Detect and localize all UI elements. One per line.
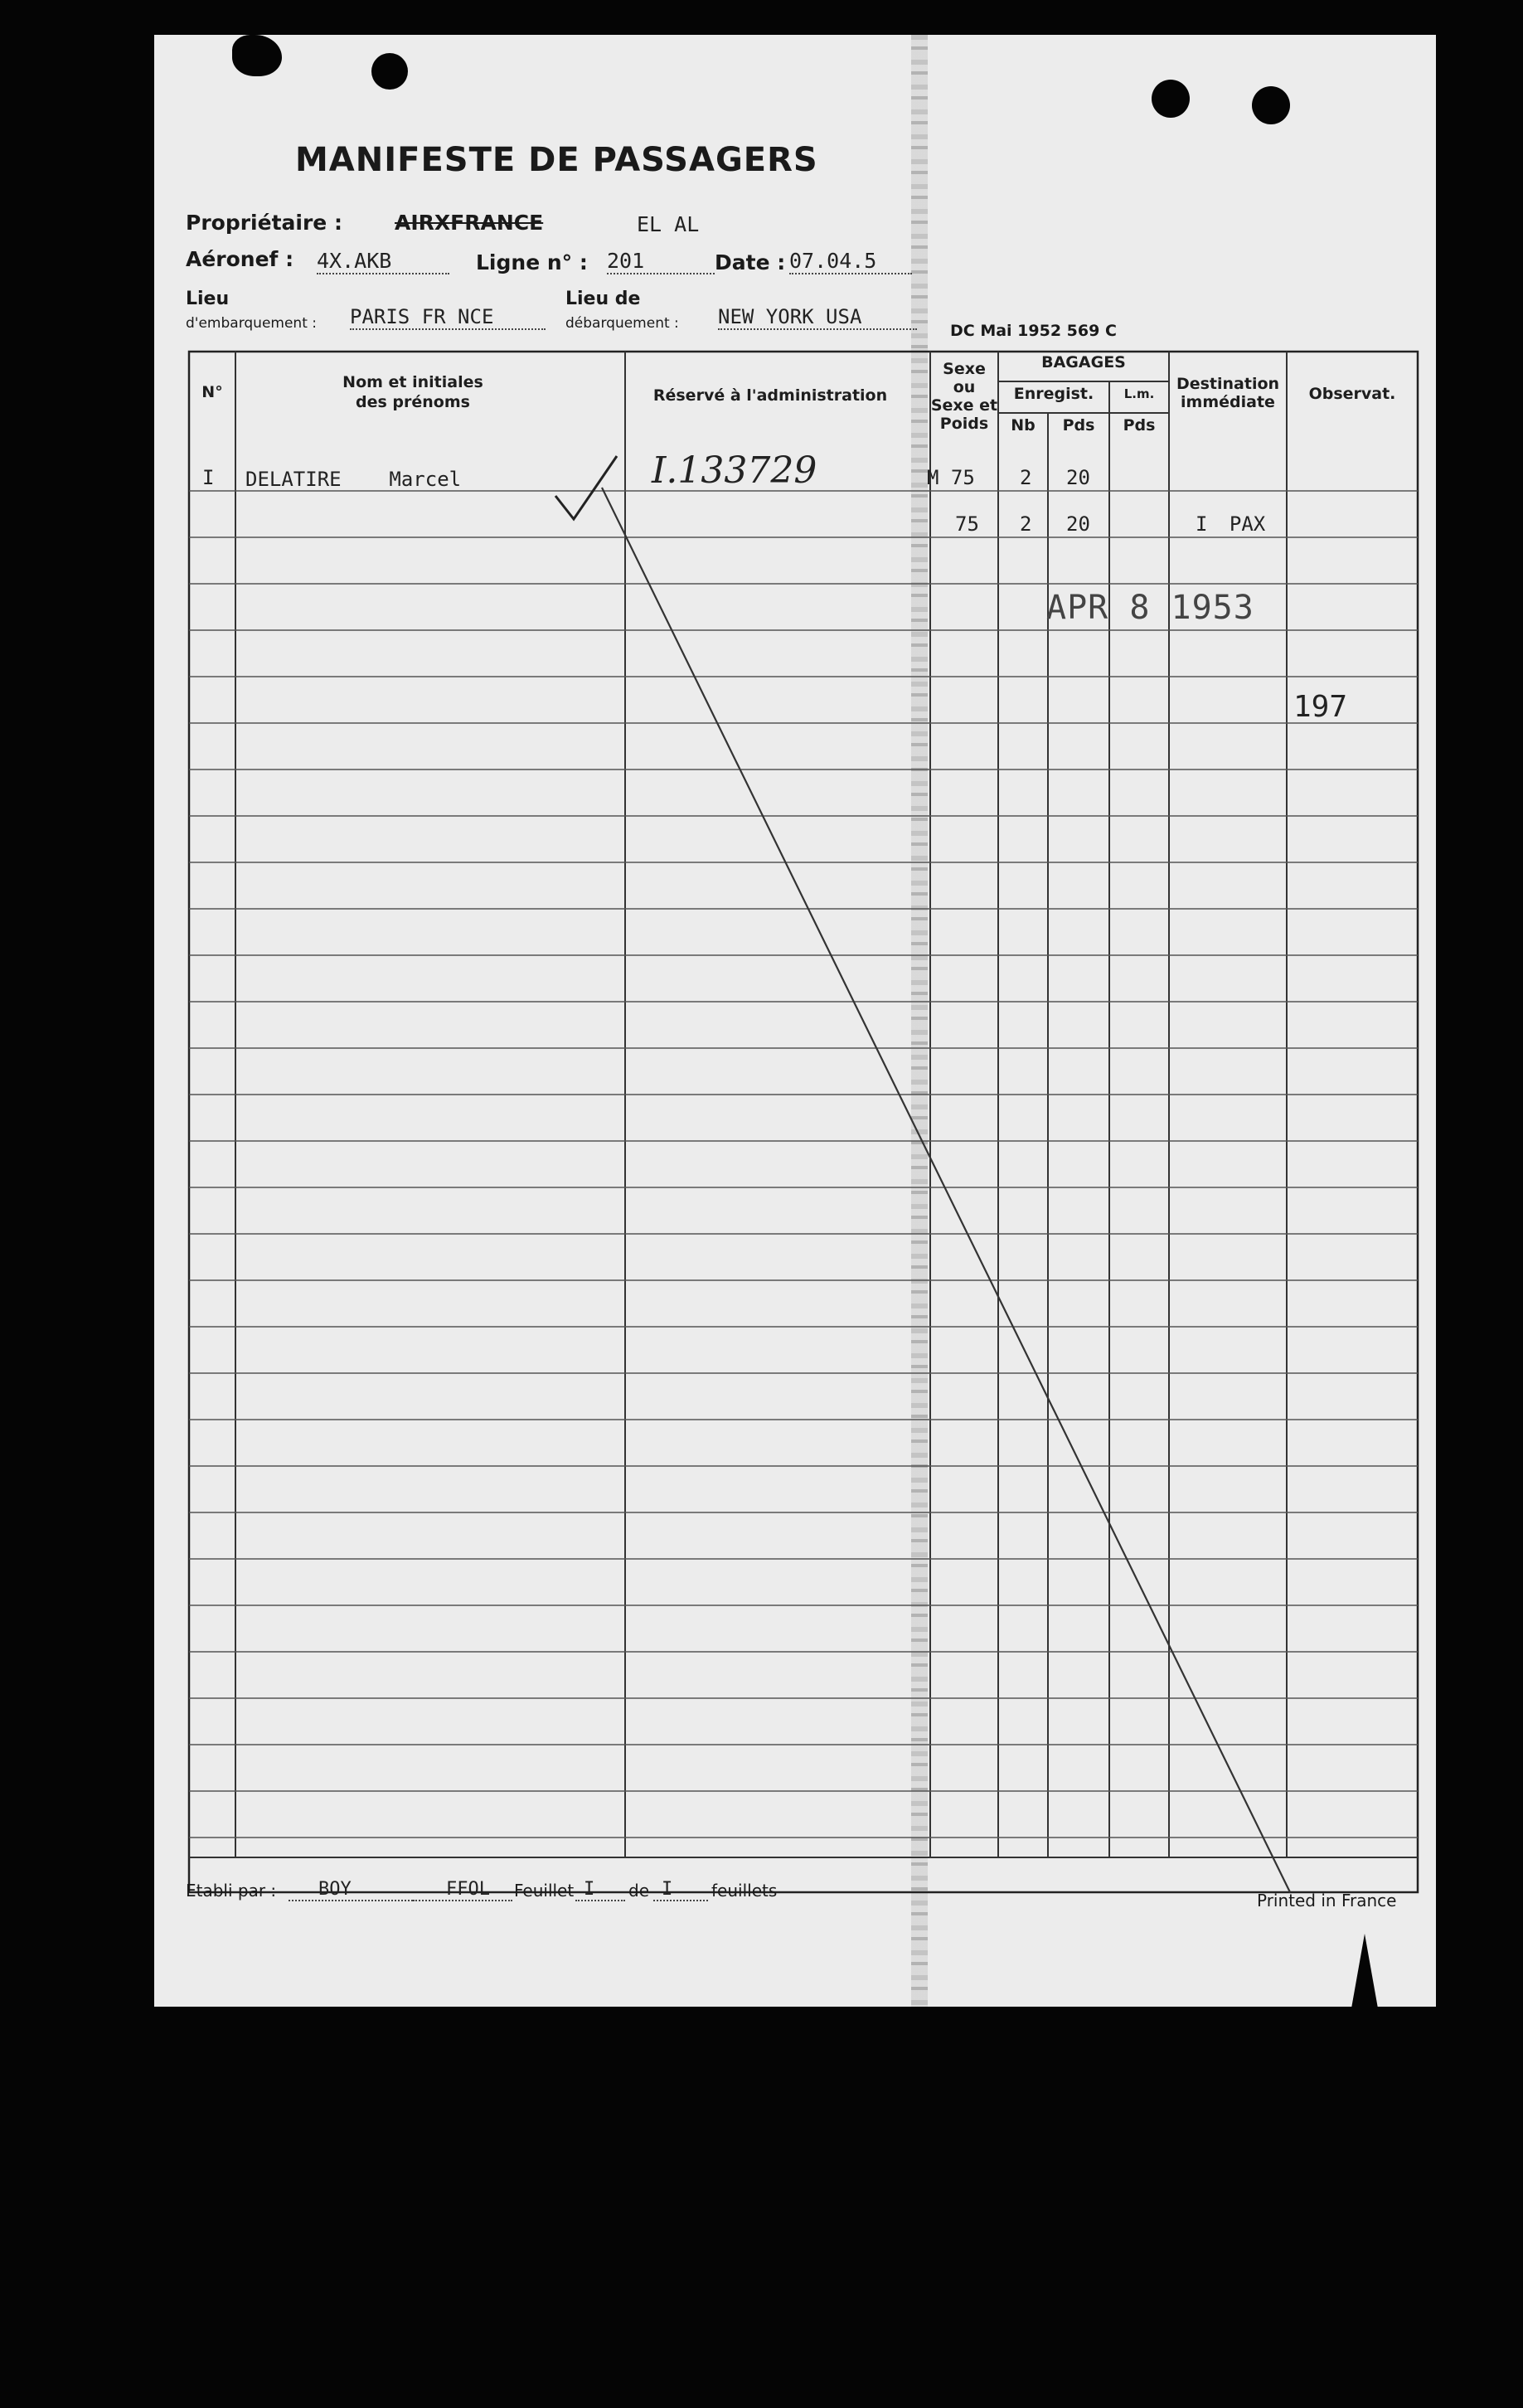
row-name: DELATIRE Marcel	[245, 468, 462, 491]
lieu-embarquement-label2: d'embarquement :	[186, 315, 317, 332]
page-title: MANIFESTE DE PASSAGERS	[295, 141, 818, 179]
lieu-debarquement-value: NEW YORK USA	[718, 305, 917, 330]
col-admin: Réservé à l'administration	[652, 386, 888, 405]
col-destination-2: immédiate	[1181, 393, 1275, 411]
col-sexe-2: ou	[953, 378, 976, 396]
proprietaire-value: EL AL	[637, 212, 700, 236]
manifest-sheet	[154, 35, 1436, 2007]
footer-feuillets-label: feuillets	[711, 1881, 778, 1901]
total-pds: 20	[1066, 512, 1090, 536]
total-nb: 2	[1020, 512, 1032, 536]
col-nom-line2: des prénoms	[356, 393, 470, 411]
footer-etabli-value2: FFOL	[413, 1879, 512, 1901]
col-nb: Nb	[1011, 416, 1036, 435]
row-pds: 20	[1066, 466, 1090, 489]
received-number-stamp: 197	[1293, 690, 1348, 724]
received-date-stamp: APR 8 1953	[1046, 589, 1254, 627]
aeronef-label: Aéronef :	[186, 247, 294, 271]
ligne-value: 201	[607, 249, 715, 274]
col-nom-line1: Nom et initiales	[342, 373, 483, 391]
col-pds2: Pds	[1123, 416, 1156, 435]
total-destination: I PAX	[1196, 512, 1266, 536]
lieu-embarquement-label1: Lieu	[186, 289, 230, 309]
proprietaire-struck: AIRXFRANCE	[395, 211, 544, 235]
form-code: DC Mai 1952 569 C	[950, 322, 1117, 340]
footer-etabli-label: Etabli par :	[186, 1881, 277, 1901]
col-no: N°	[201, 383, 223, 401]
date-value: 07.04.5	[789, 249, 912, 274]
cancel-marks	[154, 35, 1436, 2007]
col-enregist: Enregist.	[1013, 385, 1094, 403]
lieu-debarquement-label1: Lieu de	[565, 289, 641, 309]
printed-in-france: Printed in France	[1257, 1891, 1397, 1910]
row-no: I	[202, 466, 215, 489]
col-sexe-3: Sexe et	[930, 396, 998, 415]
ligne-label: Ligne n° :	[476, 250, 588, 274]
lieu-embarquement-value: PARIS FR NCE	[350, 305, 546, 330]
diagonal-cancel-line	[602, 488, 1290, 1892]
footer-feuillet-label: Feuillet	[514, 1881, 575, 1901]
col-lm: L.m.	[1123, 386, 1155, 401]
aeronef-value: 4X.AKB	[317, 249, 449, 274]
footer-de-label: de	[628, 1881, 649, 1901]
footer-de-value: I	[653, 1879, 708, 1901]
col-sexe-4: Poids	[939, 415, 989, 433]
row-sexe: M 75	[927, 466, 975, 489]
check-mark	[555, 456, 617, 519]
lieu-debarquement-label2: débarquement :	[565, 315, 679, 332]
total-poids: 75	[955, 512, 979, 536]
col-observat: Observat.	[1308, 385, 1396, 403]
col-sexe-1: Sexe	[943, 360, 986, 378]
footer-etabli-value1: BOY	[289, 1879, 413, 1901]
col-pds: Pds	[1062, 416, 1095, 435]
proprietaire-label: Propriétaire :	[186, 211, 342, 235]
date-label: Date :	[715, 250, 786, 274]
row-nb: 2	[1020, 466, 1032, 489]
footer-feuillet-value: I	[575, 1879, 625, 1901]
col-destination-1: Destination	[1176, 375, 1280, 393]
row-admin: I.133729	[652, 449, 817, 492]
corner-shadow	[1348, 1934, 1381, 2007]
col-bagages: BAGAGES	[1041, 353, 1126, 371]
